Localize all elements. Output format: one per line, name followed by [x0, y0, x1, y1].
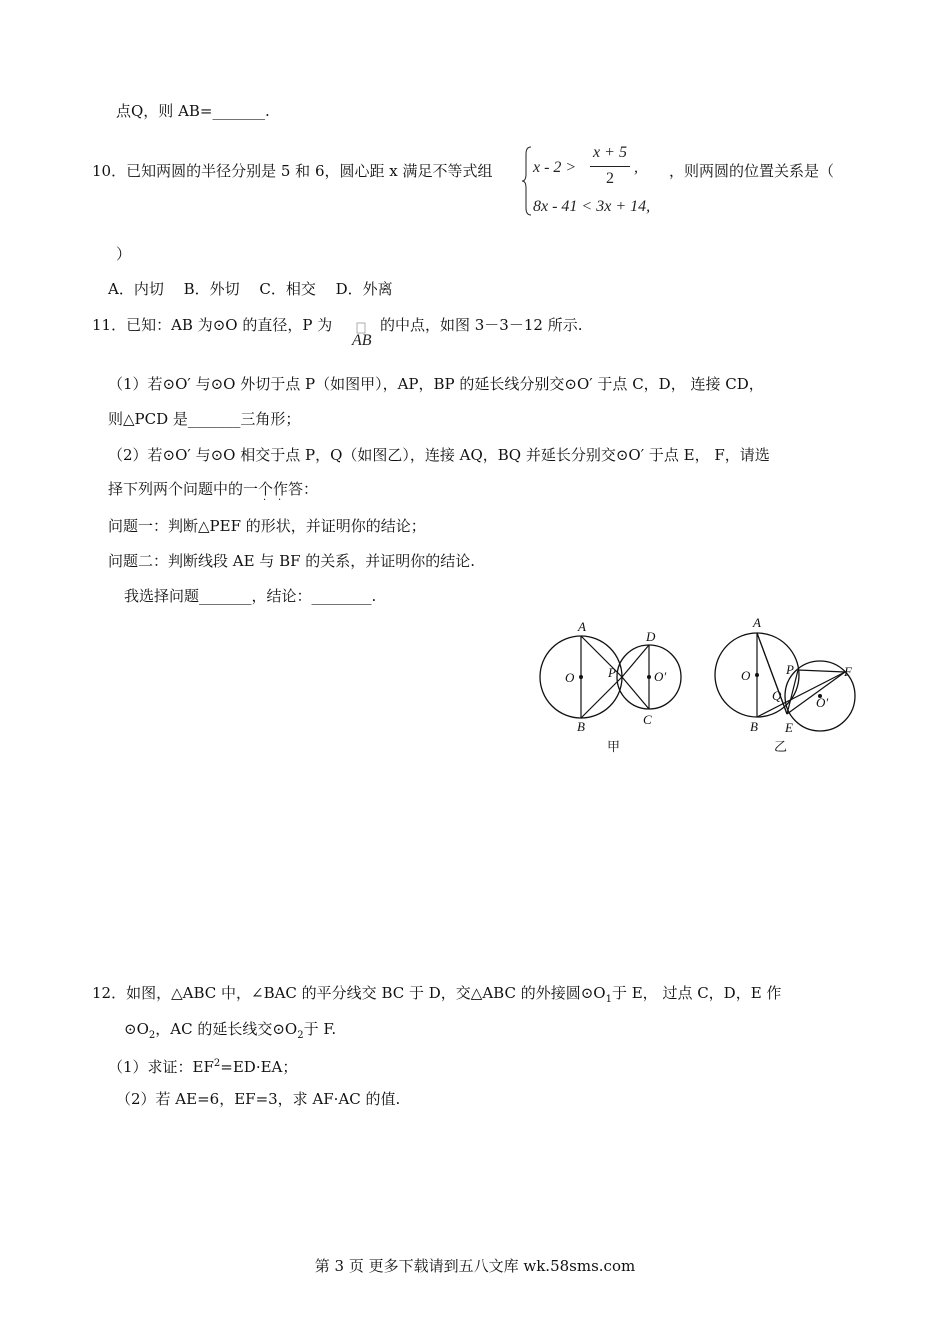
label-p: P [608, 665, 616, 680]
label-b: B [750, 719, 758, 734]
q11-intro-b: 的中点，如图 3－3－12 所示. [380, 316, 583, 334]
q10-close-paren: ） [116, 245, 132, 263]
q10-options: A．内切 B．外切 C．相交 D．外离 [108, 280, 393, 298]
figure-jia [530, 615, 700, 755]
q10-ineq2: 8x - 41 < 3x + 14, [533, 198, 651, 215]
q12-line1-b: 于 E， 过点 C，D，E 作 [611, 984, 782, 1002]
q12-line1 [92, 983, 781, 1010]
q11-number: 11． [92, 316, 127, 334]
q12-sub1: 1 [605, 994, 612, 1005]
label-f: F [844, 664, 852, 679]
q12-line2 [124, 1019, 336, 1046]
q12-line2-c: 于 F. [303, 1020, 337, 1038]
q11-part1-b: 则△PCD 是_______三角形； [108, 410, 301, 428]
q10-text-after: ，则两圆的位置关系是（ [669, 162, 835, 180]
q12-part1-a: （1）求证：EF [108, 1058, 214, 1076]
q12-number: 12． [92, 984, 127, 1002]
caption-jia: 甲 [607, 740, 621, 755]
q11-intro-text: 已知：AB 为⊙O 的直径，P 为 [126, 316, 333, 334]
arc-label: AB [352, 332, 372, 349]
q12-part1-b: =ED·EA； [220, 1058, 298, 1076]
label-b: B [577, 719, 585, 734]
q10-number: 10． [92, 162, 127, 180]
q12-line1-text: 如图，△ABC 中，∠BAC 的平分线交 BC 于 D，交△ABC 的外接圆⊙O [126, 984, 606, 1002]
q12-line2-a: ⊙O [124, 1020, 149, 1038]
q9-tail: 点Q，则 AB=_______. [116, 102, 270, 120]
label-e: E [785, 720, 793, 735]
label-c: C [643, 712, 652, 727]
label-a: A [578, 619, 586, 634]
caption-yi: 乙 [774, 740, 788, 755]
q12-sub2: 2 [148, 1030, 156, 1041]
q12-part2: （2）若 AE=6，EF=3，求 AF·AC 的值. [116, 1090, 401, 1108]
page-footer: 第 3 页 更多下载请到五八文库 wk.58sms.com [314, 1257, 636, 1275]
label-o-prime: O′ [654, 669, 667, 684]
q10-ineq1-tail: , [634, 159, 638, 176]
q12-line2-b: ，AC 的延长线交⊙O [155, 1020, 298, 1038]
q11-problem2: 问题二：判断线段 AE 与 BF 的关系，并证明你的结论. [108, 552, 476, 570]
label-d: D [646, 629, 656, 644]
label-q: Q [772, 688, 782, 703]
q11-answer: 我选择问题_______，结论：________. [124, 587, 377, 605]
q10-stem [92, 161, 492, 181]
q11-part2-a: （2）若⊙O′ 与⊙O 相交于点 P，Q（如图乙），连接 AQ，BQ 并延长分别交⊙O′ 于点 E， F，请选 [108, 446, 770, 464]
arc-ab-symbol [352, 322, 374, 350]
q10-fraction-bar [590, 166, 630, 167]
q10-ineq1-numerator: x + 5 [593, 144, 627, 161]
label-o: O [565, 670, 575, 685]
q10-ineq1-denominator: 2 [606, 170, 614, 187]
q10-text-before: 已知两圆的半径分别是 5 和 6，圆心距 x 满足不等式组 [126, 162, 493, 180]
figure-yi [705, 610, 865, 755]
emphasis-dot: · [263, 495, 267, 506]
q10-ineq1-left: x - 2 > [533, 159, 577, 176]
q11-intro-a [92, 315, 332, 335]
label-o: O [741, 668, 751, 683]
q12-sub3: 2 [297, 1030, 304, 1041]
q12-part1-sup: 2 [213, 1058, 221, 1069]
label-a: A [753, 615, 761, 630]
q11-part1-a: （1）若⊙O′ 与⊙O 外切于点 P（如图甲），AP，BP 的延长线分别交⊙O′ 于点 C，D， 连接 CD， [108, 375, 764, 393]
inequality-brace [522, 146, 532, 216]
label-p: P [786, 662, 794, 677]
q11-part2-b: 择下列两个问题中的一个作答： [108, 480, 319, 498]
label-o-prime: O′ [816, 695, 829, 710]
q12-part1 [108, 1054, 297, 1077]
emphasis-dot: · [278, 495, 282, 506]
q11-problem1: 问题一：判断△PEF 的形状，并证明你的结论； [108, 517, 426, 535]
